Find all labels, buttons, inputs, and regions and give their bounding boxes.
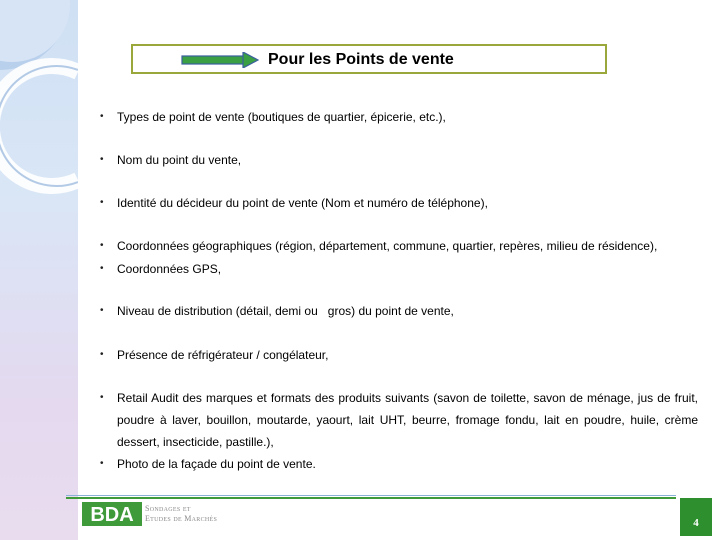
bullet-icon: • [100,154,104,165]
footer-divider-accent [66,497,676,499]
logo-letters: BDA [90,504,134,526]
right-arrow-icon [181,52,259,68]
list-item: • Présence de réfrigérateur / congélateur, [100,344,698,366]
bullet-icon: • [100,392,104,403]
list-item: • Coordonnées géographiques (région, département, commune, quartier, repères, milieu de résidence), [100,235,698,257]
bullet-icon: • [100,111,104,122]
bullet-icon: • [100,240,104,251]
bullet-icon: • [100,263,104,274]
page-number: 4 [693,517,699,529]
footer-divider [66,495,676,496]
page-number-box [680,498,712,536]
list-item: • Types de point de vente (boutiques de quartier, épicerie, etc.), [100,106,698,128]
bullet-icon: • [100,458,104,469]
list-item: • Nom du point du vente, [100,149,698,171]
bda-logo [82,502,142,526]
list-item: • Retail Audit des marques et formats des produits suivants (savon de toilette, savon de ménage, jus de fruit, poudre à laver, bouillon, moutarde, yaourt, lait UHT, beurre, fromage fondu, lait en poudre, huile, crème dessert, insecticide, pastille.), [100,387,698,453]
company-name: Sondages et Etudes de Marchés [145,504,218,523]
bullet-icon: • [100,305,104,316]
bullet-icon: • [100,349,104,360]
slide-title-box [131,44,607,74]
list-item: • Coordonnées GPS, [100,258,698,280]
list-item: • Photo de la façade du point de vente. [100,453,698,475]
list-item: • Niveau de distribution (détail, demi ou gros) du point de vente, [100,300,698,322]
decorative-circles [0,0,78,540]
slide-title: Pour les Points de vente [268,51,454,68]
left-decorative-band [0,0,78,540]
list-item: • Identité du décideur du point de vente (Nom et numéro de téléphone), [100,192,698,214]
bullet-icon: • [100,197,104,208]
